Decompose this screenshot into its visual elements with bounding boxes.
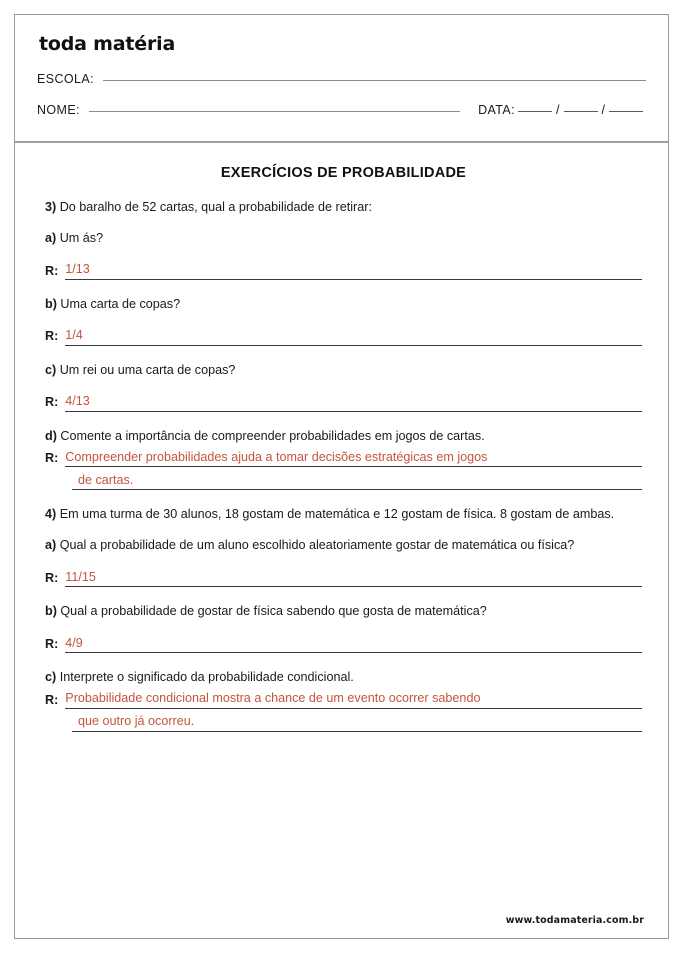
- brand-logo: toda matéria: [39, 33, 176, 55]
- answer-line-3d-2[interactable]: [72, 470, 642, 490]
- school-field-row: [37, 72, 646, 86]
- question-4a-letter: a): [45, 538, 57, 553]
- question-3-number: 3): [45, 200, 57, 214]
- date-month-input[interactable]: [564, 111, 598, 112]
- question-4c-prompt: Interprete o significado da probabilidade condicional.: [59, 670, 354, 684]
- answer-value-4a: 11/15: [65, 569, 96, 584]
- answer-value-3a: 1/13: [65, 262, 90, 277]
- spacer: [45, 587, 642, 603]
- question-4a-prompt: Qual a probabilidade de um aluno escolhido aleatoriamente gostar de matemática ou física?: [59, 538, 575, 553]
- answer-row-3b[interactable]: [45, 328, 642, 346]
- question-4c-letter: c): [45, 670, 57, 684]
- school-input-line[interactable]: [103, 80, 646, 81]
- answer-line-4c-2[interactable]: [72, 712, 642, 732]
- question-4b-prompt: Qual a probabilidade de gostar de física sabendo que gosta de matemática?: [60, 604, 487, 619]
- answer-value-4c-line1: Probabilidade condicional mostra a chance de um evento ocorrer sabendo: [65, 691, 481, 706]
- question-3c-prompt: Um rei ou uma carta de copas?: [59, 362, 236, 377]
- answer-prefix: R:: [45, 570, 59, 585]
- spacer: [45, 412, 642, 428]
- question-3c-text: [45, 362, 642, 380]
- answer-line-4c-1[interactable]: [65, 691, 642, 709]
- question-3b-letter: b): [45, 296, 57, 311]
- question-3a-prompt: Um ás?: [59, 230, 104, 245]
- name-label: NOME:: [37, 103, 80, 117]
- name-input-line[interactable]: [89, 111, 460, 112]
- page-title: EXERCÍCIOS DE PROBABILIDADE: [220, 165, 467, 181]
- spacer: [45, 280, 642, 296]
- date-field-group: [478, 103, 646, 117]
- spacer: [45, 490, 642, 506]
- answer-line-3c[interactable]: [65, 394, 642, 412]
- date-label: DATA:: [478, 103, 516, 117]
- answer-prefix: R:: [45, 329, 59, 344]
- question-4b-letter: b): [45, 604, 57, 619]
- question-3d-prompt: Comente a importância de compreender probabilidades em jogos de cartas.: [60, 428, 485, 443]
- date-year-input[interactable]: [609, 111, 643, 112]
- question-3a-text: [45, 230, 642, 248]
- answer-value-3d-line2: de cartas.: [78, 472, 134, 487]
- spacer: [45, 653, 642, 669]
- answer-line-4a[interactable]: [65, 569, 642, 587]
- answer-prefix: R:: [45, 451, 59, 466]
- answer-value-4b: 4/9: [65, 635, 83, 650]
- answer-row-4b[interactable]: [45, 635, 642, 653]
- answer-line-3d-1[interactable]: [65, 449, 642, 467]
- question-4a-text: [45, 537, 642, 555]
- spacer: [45, 528, 642, 537]
- question-3-stem: [45, 199, 642, 217]
- name-date-field-row: [37, 103, 646, 117]
- question-3d-text: [45, 428, 642, 446]
- question-4-number: 4): [45, 507, 57, 522]
- answer-row-3c[interactable]: [45, 394, 642, 412]
- spacer: [45, 346, 642, 362]
- question-3a-letter: a): [45, 230, 57, 245]
- date-day-input[interactable]: [518, 111, 552, 112]
- answer-row-3d[interactable]: [45, 449, 642, 467]
- question-4c-text: [45, 669, 642, 687]
- answer-prefix: R:: [45, 636, 59, 651]
- worksheet-body: [15, 143, 668, 732]
- question-3b-prompt: Uma carta de copas?: [60, 296, 181, 311]
- worksheet-header: [15, 15, 668, 143]
- date-separator-2: /: [601, 103, 605, 117]
- question-4-stem: [45, 506, 642, 524]
- answer-row-4a[interactable]: [45, 569, 642, 587]
- answer-prefix: R:: [45, 395, 59, 410]
- school-label: ESCOLA:: [37, 72, 94, 86]
- question-3-stem-text: Do baralho de 52 cartas, qual a probabilidade de retirar:: [59, 200, 372, 214]
- question-4-stem-text: Em uma turma de 30 alunos, 18 gostam de matemática e 12 gostam de física. 8 gostam de ambas.: [59, 507, 615, 522]
- worksheet-page: [14, 14, 669, 939]
- spacer: [45, 221, 642, 230]
- answer-value-3b: 1/4: [65, 328, 83, 343]
- answer-line-3a[interactable]: [65, 262, 642, 280]
- answer-prefix: R:: [45, 263, 59, 278]
- answer-value-4c-line2: que outro já ocorreu.: [78, 714, 195, 729]
- question-3c-letter: c): [45, 362, 57, 377]
- answer-value-3d-line1: Compreender probabilidades ajuda a tomar decisões estratégicas em jogos: [65, 449, 488, 464]
- answer-line-3b[interactable]: [65, 328, 642, 346]
- answer-row-4c[interactable]: [45, 691, 642, 709]
- footer-url: www.todamateria.com.br: [505, 915, 644, 926]
- answer-prefix: R:: [45, 692, 59, 707]
- answer-value-3c: 4/13: [65, 394, 90, 409]
- answer-line-4b[interactable]: [65, 635, 642, 653]
- question-4b-text: [45, 603, 642, 621]
- date-separator-1: /: [556, 103, 560, 117]
- question-3b-text: [45, 296, 642, 314]
- question-3d-letter: d): [45, 428, 57, 443]
- answer-row-3a[interactable]: [45, 262, 642, 280]
